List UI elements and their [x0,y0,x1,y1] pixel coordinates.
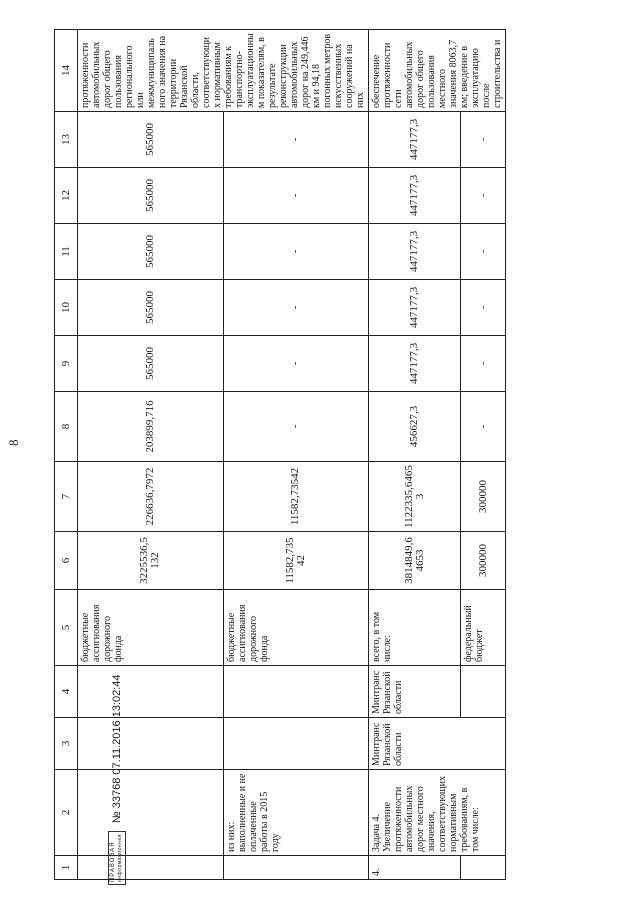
table-cell: 3225536,5132 [78,532,224,590]
header-cell: 8 [55,392,78,462]
table-cell: - [461,336,506,392]
table-cell [461,666,506,718]
header-row [55,30,78,880]
table-container [54,30,582,880]
table-cell: - [223,336,369,392]
header-cell: 1 [55,856,78,880]
table-cell: - [461,112,506,168]
table-cell: 300000 [461,462,506,532]
table-cell: 447177,3 [369,280,461,336]
header-cell: 3 [55,718,78,770]
table-cell [223,666,369,718]
table-cell: 456627,3 [369,392,461,462]
table-cell: бюджетные ассигнования дорожного фонда [223,590,369,666]
table-cell: 565000 [78,112,224,168]
header-cell: 7 [55,462,78,532]
table-cell: 203899,716 [78,392,224,462]
header-cell: 10 [55,280,78,336]
header-cell: 13 [55,112,78,168]
header-cell: 11 [55,224,78,280]
table-cell: Минтранс Рязанской области [369,666,461,718]
table-cell [223,718,369,770]
table-cell: 1122335,64653 [369,462,461,532]
table-row [223,30,369,880]
table-cell: 300000 [461,532,506,590]
table-cell: 565000 [78,336,224,392]
table-row [369,30,461,880]
header-cell: 2 [55,770,78,856]
table-cell: 4. [369,856,461,880]
table-cell: - [223,392,369,462]
table-cell: 565000 [78,280,224,336]
table-cell: федеральный бюджет [461,590,506,666]
table-cell: 565000 [78,168,224,224]
table-cell: 447177,3 [369,224,461,280]
table-cell: из них: выполненные и не оплаченные работы в 2015 году [223,770,369,856]
header-cell: 12 [55,168,78,224]
table-cell: - [461,280,506,336]
header-cell: 14 [55,30,78,112]
table-cell: - [223,280,369,336]
table-cell: Минтранс Рязанской области [369,718,506,770]
table-cell: 447177,3 [369,336,461,392]
table-cell: - [461,392,506,462]
table-cell [78,856,224,880]
table-cell: всего, в том числе: [369,590,461,666]
table-cell: Задача 4. Увеличение протяженности автомобильных дорог местного значения, соответствующих нормативным требованиям, в том числе: [369,770,506,856]
table-cell: 3814849,64653 [369,532,461,590]
table-cell: 447177,3 [369,112,461,168]
header-cell: 4 [55,666,78,718]
table-cell: 11582,73542 [223,532,369,590]
table-cell: 565000 [78,224,224,280]
header-cell: 5 [55,590,78,666]
table-cell [461,856,506,880]
table-cell: 447177,3 [369,168,461,224]
document-id: № 33768 07.11.2016 13:02:44 [111,674,123,824]
table-cell: - [223,112,369,168]
table-row [78,30,224,880]
table-cell: 11582,73542 [223,462,369,532]
program-table [54,29,506,880]
stamp-text: ПРАВОВАЯ [110,841,116,882]
table-cell [78,718,224,770]
page-number: 8 [6,439,21,446]
table-cell: обеспечение протяженности сети автомобильных дорог общего пользования местного значения 8063,7 км; введение в эксплуатацию после строительства и [369,30,506,112]
table-cell: 226636,7972 [78,462,224,532]
table-cell: - [223,224,369,280]
table-cell [78,666,224,718]
header-cell: 6 [55,532,78,590]
table-cell: протяженности автомобильных дорог общего пользования регионального или межмуниципального значения на территории Рязанской области, соответствующих нормативным требованиям к транспортно-эксплуатационным показателям, в результате реконструкции автомобильных дорог на 249,446 км и 94,18 погонных метров искусственных сооружений на них [78,30,369,112]
table-cell: - [223,168,369,224]
table-cell [78,770,224,856]
stamp-subtext: информационная [117,834,123,882]
table-cell: бюджетные ассигнования дорожного фонда [78,590,224,666]
table-cell [223,856,369,880]
table-cell: - [461,168,506,224]
table-cell: - [461,224,506,280]
header-cell: 9 [55,336,78,392]
